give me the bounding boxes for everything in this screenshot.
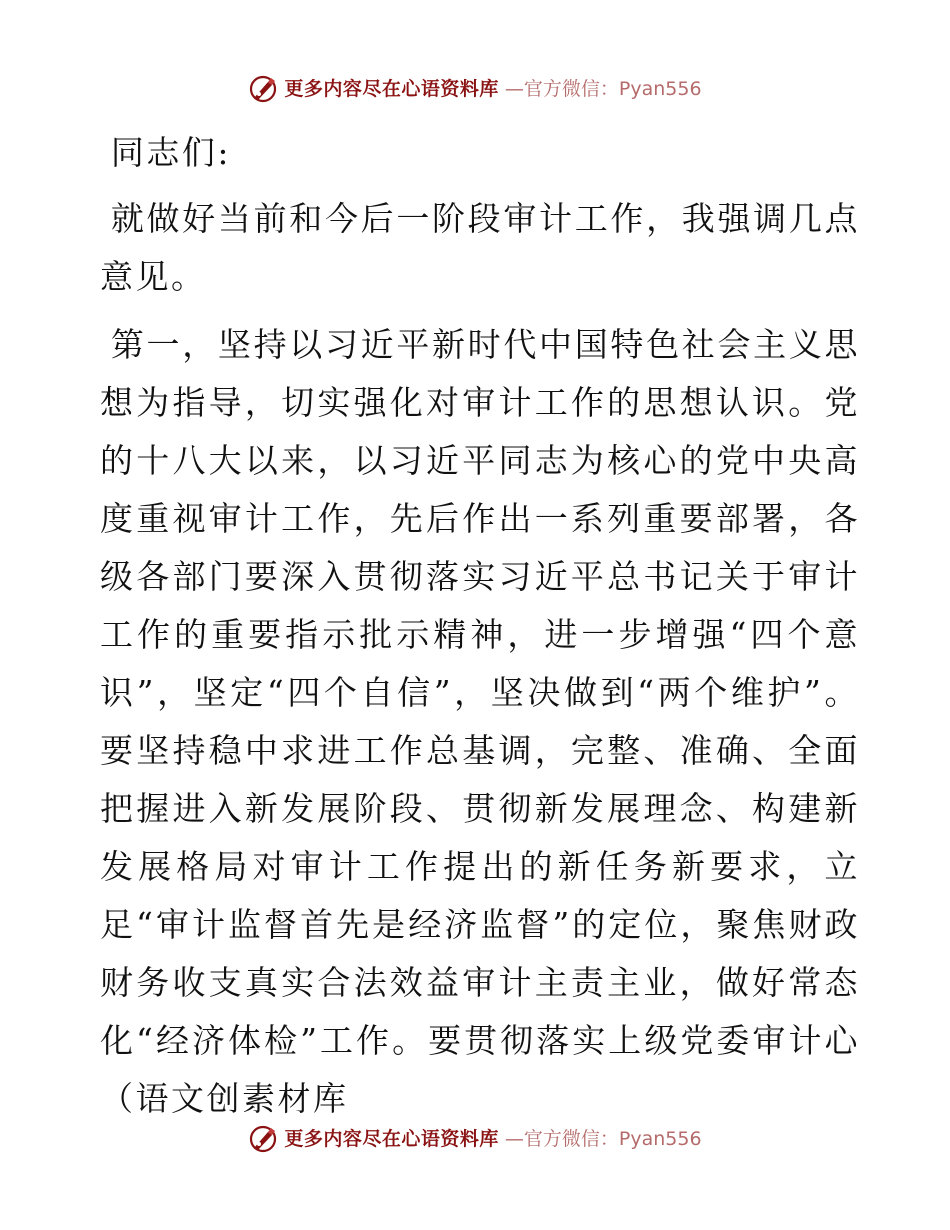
- footer-contact-text: —官方微信：Pyan556: [504, 1128, 702, 1150]
- page-footer: [0, 1124, 950, 1154]
- pen-logo-icon: [248, 74, 278, 104]
- document-body: [100, 124, 860, 1128]
- footer-brand-text: 更多内容尽在心语资料库: [284, 1128, 499, 1150]
- header-brand-text: 更多内容尽在心语资料库: [284, 78, 499, 100]
- page-header: [0, 74, 950, 104]
- salutation: 同志们:: [110, 133, 231, 172]
- pen-logo-icon: [248, 1124, 278, 1154]
- header-contact-text: —官方微信：Pyan556: [504, 78, 702, 100]
- paragraph: 就做好当前和今后一阶段审计工作，我强调几点意见。: [100, 199, 860, 296]
- paragraph: 第一，坚持以习近平新时代中国特色社会主义思想为指导，切实强化对审计工作的思想认识。党的十八大以来，以习近平同志为核心的党中央高度重视审计工作，先后作出一系列重要部署，各级各部门要深入贯彻落实习近平总书记关于审计工作的重要指示批示精神，进一步增强“四个意识”，坚定“四个自信”，坚决做到“两个维护”。要坚持稳中求进工作总基调，完整、准确、全面把握进入新发展阶段、贯彻新发展理念、构建新发展格局对审计工作提出的新任务新要求，立足“审计监督首先是经济监督”的定位，聚焦财政财务收支真实合法效益审计主责主业，做好常态化“经济体检”工作。要贯彻落实上级党委审计心（语文创素材库: [100, 325, 860, 1118]
